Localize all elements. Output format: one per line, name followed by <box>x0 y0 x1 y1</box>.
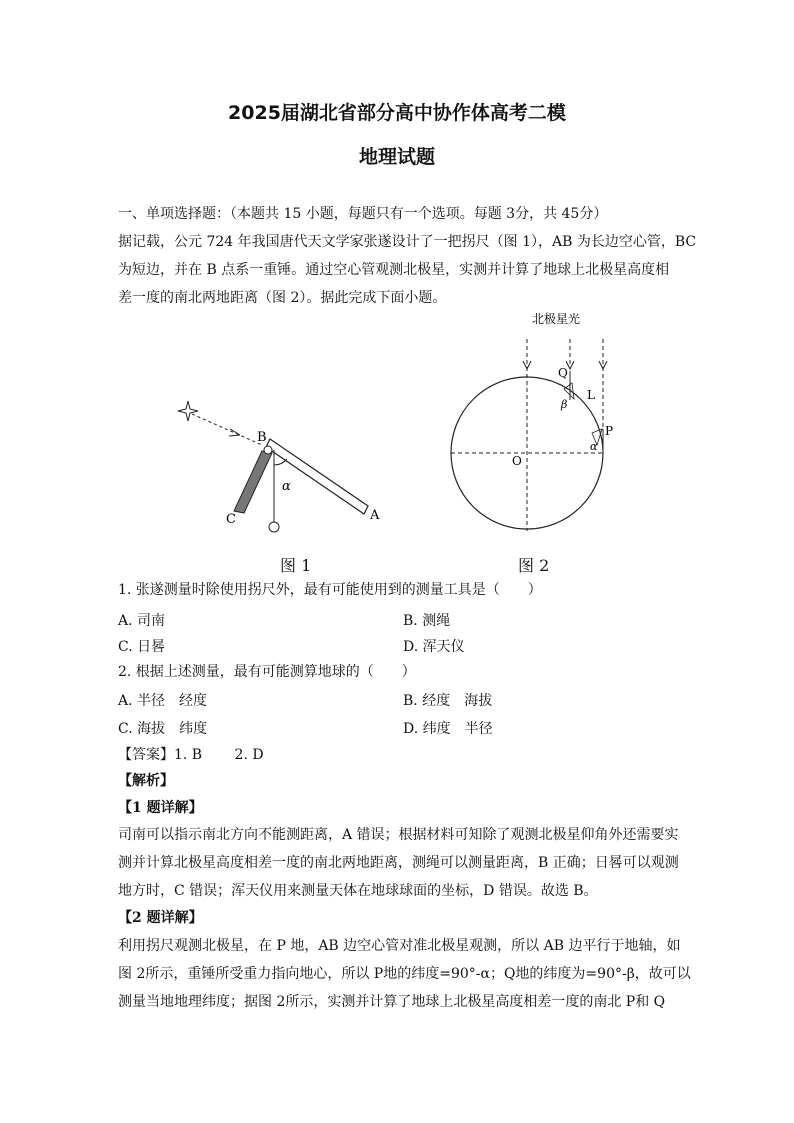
q1-option-c: C. 日晷 <box>118 639 166 655</box>
document-title: 2025届湖北省部分高中协作体高考二模 <box>228 102 566 124</box>
star-sight-line <box>192 414 262 445</box>
detail-2-line-3: 测量当地地理纬度；据图 2所示，实测并计算了地球上北极星高度相差一度的南北 P和 Q <box>118 994 666 1010</box>
q2-option-c: C. 海拔 纬度 <box>118 721 208 737</box>
pivot-b <box>264 446 272 454</box>
figure-2-earth-diagram <box>440 305 640 555</box>
sight-arrow-icon <box>229 429 240 436</box>
question-1-stem: 1. 张遂测量时除使用拐尺外，最有可能使用到的测量工具是（ ） <box>118 582 542 598</box>
detail-1-line-2: 测并计算北极星高度相差一度的南北两地距离，测绳可以测量距离，B 正确；日晷可以观测 <box>118 855 679 871</box>
detail-2-heading: 【2 题详解】 <box>118 910 203 926</box>
q1-option-d: D. 浑天仪 <box>403 639 465 655</box>
answer-line: 【答案】1. B 2. D <box>118 747 264 763</box>
label-p: P <box>605 424 614 438</box>
polaris-light-label: 北极星光 <box>532 312 581 326</box>
figure-1-caption: 图 1 <box>280 556 312 575</box>
label-beta: β <box>561 398 568 411</box>
q1-option-a: A. 司南 <box>118 613 166 629</box>
intro-line-3: 差一度的南北两地距离（图 2）。据此完成下面小题。 <box>118 290 447 306</box>
q1-option-b: B. 测绳 <box>403 613 451 629</box>
detail-1-line-3: 地方时，C 错误；浑天仪用来测量天体在地球球面的坐标，D 错误。故选 B。 <box>118 883 598 899</box>
label-c: C <box>226 512 236 527</box>
label-alpha: α <box>282 479 291 494</box>
detail-2-line-1: 利用拐尺观测北极星，在 P 地，AB 边空心管对准北极星观测，所以 AB 边平行于地轴，如 <box>118 938 681 954</box>
intro-line-2: 为短边，并在 B 点系一重锤。通过空心管观测北极星，实测并计算了地球上北极星高度相 <box>118 262 670 278</box>
q2-option-b: B. 经度 海拔 <box>403 693 493 709</box>
figure-2-caption: 图 2 <box>518 556 550 575</box>
star-icon <box>178 401 198 421</box>
label-q: Q <box>558 366 568 380</box>
detail-1-heading: 【1 题详解】 <box>118 800 203 816</box>
label-a: A <box>370 508 380 523</box>
question-2-stem: 2. 根据上述测量，最有可能测算地球的（ ） <box>118 664 416 680</box>
detail-1-line-1: 司南可以指示南北方向不能测距离，A 错误；根据材料可知除了观测北极星仰角外还需要实 <box>118 827 679 843</box>
label-alpha-2: α <box>590 440 598 453</box>
q-observer-marker <box>564 383 574 399</box>
label-o: O <box>512 454 522 468</box>
q2-option-a: A. 半径 经度 <box>118 693 208 709</box>
section-header: 一、单项选择题：（本题共 15 小题，每题只有一个选项。每题 3分，共 45分） <box>118 206 608 222</box>
plumb-bob <box>269 522 279 532</box>
intro-line-1: 据记载，公元 724 年我国唐代天文学家张遂设计了一把拐尺（图 1），AB 为长边空心管，BC <box>118 234 697 250</box>
figure-1-quadrant-ruler <box>160 395 400 575</box>
analysis-heading: 【解析】 <box>118 773 174 789</box>
document-subtitle: 地理试题 <box>358 146 435 168</box>
detail-2-line-2: 图 2所示，重锤所受重力指向地心，所以 P地的纬度=90°-α；Q地的纬度为=90°-β，故可以 <box>118 966 691 982</box>
short-edge-bc <box>234 451 272 513</box>
tube-ab <box>266 439 368 514</box>
q2-option-d: D. 纬度 半径 <box>403 721 493 737</box>
label-b: B <box>257 430 267 445</box>
label-l: L <box>587 388 595 402</box>
